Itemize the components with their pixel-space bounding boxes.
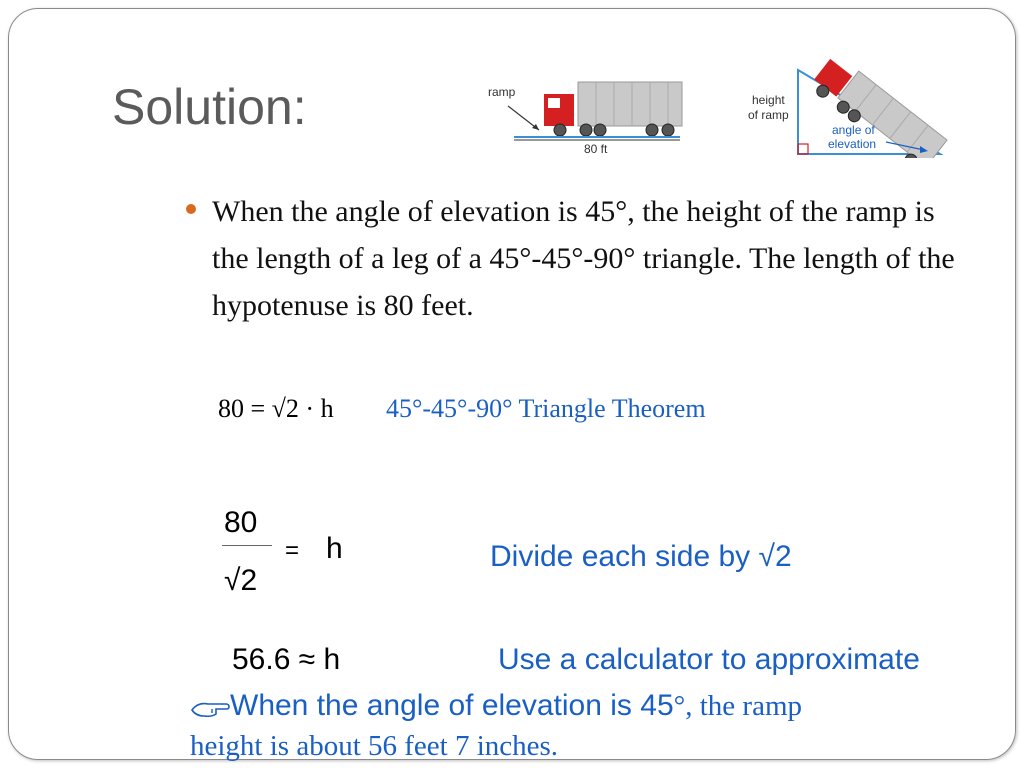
angle-label-line1: angle of [832,123,875,137]
equation-3-note: Use a calculator to approximate [498,643,920,676]
truck-ramp-figure [484,78,684,156]
pointing-hand-icon [190,696,230,718]
equation-2-rhs: h [326,532,343,565]
equation-2-note: Divide each side by √2 [490,540,792,573]
ramp-label: ramp [488,85,516,99]
equals-sign: = [285,537,300,564]
height-label-line2: of ramp [748,108,789,122]
trailer [578,82,682,126]
conclusion-degree: ° [673,690,686,722]
conclusion-part1: When the angle of elevation is 45 [230,689,674,722]
conclusion [190,686,990,766]
length-label: 80 ft [584,142,608,156]
slide-title: Solution: [112,79,307,135]
cab-window [548,98,560,108]
equation-3: 56.6 ≈ h [232,643,341,676]
equation-1: 80 = √2 · h [218,394,334,423]
bullet-text: When the angle of elevation is 45°, the height of the ramp is the length of a leg of a 45°-45°-90° triangle. The length of the hypotenuse is 80 feet. [212,195,955,322]
conclusion-line2: height is about 56 feet 7 inches. [190,730,559,762]
right-angle-marker [798,144,808,154]
fraction-numerator: 80 [224,506,258,539]
angle-label-line2: elevation [828,137,877,151]
fraction-bar [222,545,272,546]
fraction-denominator: √2 [224,564,258,597]
incline-figure [744,44,974,158]
equation-1-note: 45°-45°-90° Triangle Theorem [386,394,706,423]
bullet-marker [186,204,196,214]
height-label-line1: height [752,93,785,107]
conclusion-part2: , the ramp [685,690,803,722]
